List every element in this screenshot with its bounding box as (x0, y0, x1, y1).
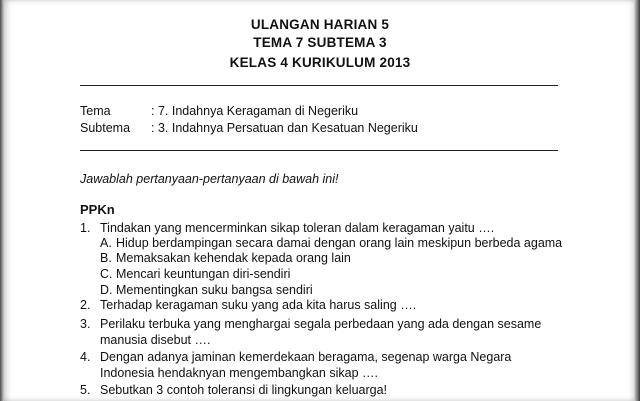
option-text: Mencari keuntungan diri-sendiri (116, 267, 291, 281)
option-letter: A. (100, 236, 112, 250)
question-text: Terhadap keragaman suku yang ada kita harus saling …. (100, 298, 417, 312)
question-number: 4. (80, 350, 91, 364)
divider-top (80, 85, 558, 86)
option-b (100, 251, 351, 265)
option-letter: C. (100, 267, 113, 281)
divider-bottom (80, 150, 558, 151)
question-2 (80, 298, 416, 312)
meta-tema (80, 104, 358, 118)
option-a (100, 236, 562, 250)
meta-tema-value: : 7. Indahnya Keragaman di Negeriku (151, 104, 359, 118)
instruction-text: Jawablah pertanyaan-pertanyaan di bawah ini! (80, 172, 339, 186)
option-text: Mementingkan suku bangsa sendiri (116, 283, 313, 297)
question-5 (80, 383, 387, 397)
subject-heading: PPKn (80, 202, 115, 217)
question-text: Tindakan yang mencerminkan sikap toleran dalam keragaman yaitu …. (100, 221, 495, 235)
doc-title-line1: ULANGAN HARIAN 5 (250, 17, 390, 32)
question-4 (80, 350, 511, 364)
option-text: Memaksakan kehendak kepada orang lain (116, 251, 351, 265)
option-text: Hidup berdampingan secara damai dengan orang lain meskipun berbeda agama (116, 236, 563, 250)
question-text: Sebutkan 3 contoh toleransi di lingkungan keluarga! (100, 383, 388, 397)
question-number: 3. (80, 317, 91, 331)
option-letter: B. (100, 251, 112, 265)
question-4-continued: Indonesia hendaknyan mengembangkan sikap …. (100, 366, 378, 380)
question-number: 5. (80, 383, 91, 397)
meta-subtema-value: : 3. Indahnya Persatuan dan Kesatuan Negeriku (151, 121, 418, 135)
option-letter: D. (100, 283, 113, 297)
question-text: Dengan adanya jaminan kemerdekaan beragama, segenap warga Negara (100, 350, 512, 364)
question-3-continued: manusia disebut …. (100, 333, 211, 347)
question-text: Perilaku terbuka yang menghargai segala perbedaan yang ada dengan sesame (100, 317, 542, 331)
doc-title-line2: TEMA 7 SUBTEMA 3 (253, 35, 387, 50)
meta-subtema-label: Subtema (80, 121, 131, 135)
meta-tema-label: Tema (80, 104, 111, 118)
meta-subtema (80, 121, 418, 135)
question-3 (80, 317, 541, 331)
question-number: 2. (80, 298, 91, 312)
doc-title-line3: KELAS 4 KURIKULUM 2013 (229, 55, 411, 70)
question-number: 1. (80, 221, 91, 235)
option-c (100, 267, 290, 281)
option-d (100, 283, 313, 297)
question-1 (80, 221, 494, 235)
